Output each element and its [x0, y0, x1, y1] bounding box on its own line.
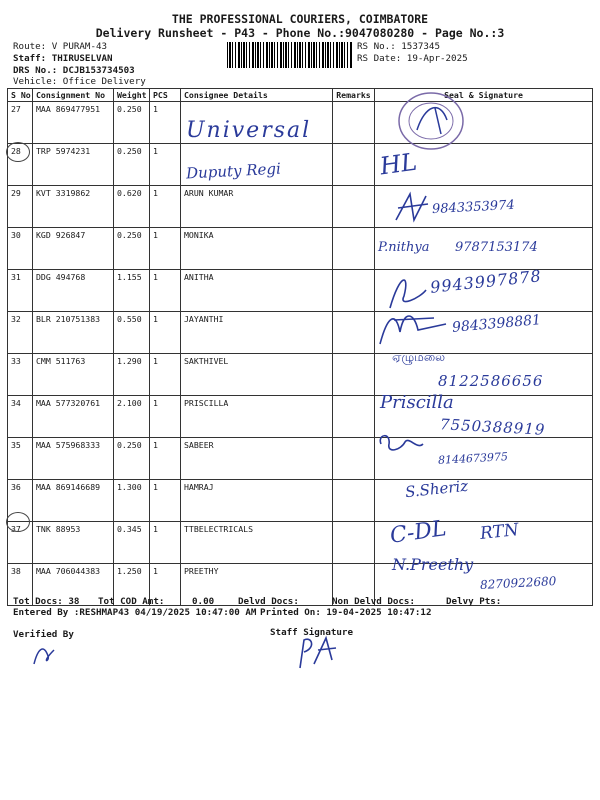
handwritten-phone: 9943997878: [429, 266, 543, 297]
row-consignment: KGD 926847: [33, 228, 114, 270]
row-remarks: [333, 186, 375, 228]
table-row: [8, 480, 593, 522]
handwritten-consignee: Universal: [186, 118, 312, 143]
row-weight: 1.290: [114, 354, 150, 396]
row-consignment: KVT 3319862: [33, 186, 114, 228]
verified-by-label: Verified By: [13, 629, 74, 640]
row-remarks: [333, 312, 375, 354]
printed-on: Printed On: 19-04-2025 10:47:12: [260, 607, 432, 618]
non-delivered-docs: Non Delvd Docs:: [332, 596, 415, 607]
row-remarks: [333, 102, 375, 144]
handwritten-phone: 9843353974: [431, 197, 516, 218]
handwritten-signature: P.nithya: [378, 240, 430, 255]
handwritten-phone: 7550388919: [439, 415, 546, 439]
row-consignee: SABEER: [181, 438, 333, 480]
sno-circle-mark: [6, 512, 30, 532]
col-consignee: Consignee Details: [181, 89, 333, 102]
row-consignment: MAA 577320761: [33, 396, 114, 438]
row-pcs: 1: [150, 144, 181, 186]
row-consignment: MAA 706044383: [33, 564, 114, 606]
row-sno: 33: [8, 354, 33, 396]
row-sno: 28: [8, 144, 33, 186]
handwritten-phone: 9843398881: [451, 312, 542, 336]
vehicle-label: Vehicle: Office Delivery: [13, 76, 146, 87]
rs-date: RS Date: 19-Apr-2025: [357, 53, 468, 64]
row-consignment: CMM 511763: [33, 354, 114, 396]
row-sno: 27: [8, 102, 33, 144]
row-pcs: 1: [150, 480, 181, 522]
row-weight: 0.345: [114, 522, 150, 564]
row-sno: 32: [8, 312, 33, 354]
row-weight: 0.250: [114, 438, 150, 480]
row-pcs: 1: [150, 270, 181, 312]
row-pcs: 1: [150, 228, 181, 270]
delivered-docs: Delvd Docs:: [238, 596, 299, 607]
row-sno: 37: [8, 522, 33, 564]
row-consignee: MONIKA: [181, 228, 333, 270]
col-sno: S No: [8, 89, 33, 102]
row-weight: 2.100: [114, 396, 150, 438]
row-weight: 0.250: [114, 144, 150, 186]
row-consignment: TNK 88953: [33, 522, 114, 564]
table-header-row: [8, 89, 593, 102]
staff-signature-label: Staff Signature: [270, 627, 353, 638]
row-consignee: PRISCILLA: [181, 396, 333, 438]
handwritten-phone: 9787153174: [455, 240, 538, 255]
row-consignment: DDG 494768: [33, 270, 114, 312]
row-weight: 1.300: [114, 480, 150, 522]
handwritten-signature: ஏழுமலை: [392, 350, 446, 364]
handwritten-phone: 8270922680: [479, 574, 557, 592]
document-title: THE PROFESSIONAL COURIERS, COIMBATORE: [171, 12, 429, 26]
row-pcs: 1: [150, 102, 181, 144]
row-pcs: 1: [150, 564, 181, 606]
row-remarks: [333, 522, 375, 564]
row-weight: 0.250: [114, 228, 150, 270]
row-consignee: ANITHA: [181, 270, 333, 312]
col-weight: Weight: [114, 89, 150, 102]
row-sno: 36: [8, 480, 33, 522]
handwritten-signature: S.Sheriz: [404, 476, 469, 502]
row-consignee: SAKTHIVEL: [181, 354, 333, 396]
row-consignment: MAA 575968333: [33, 438, 114, 480]
row-weight: 0.250: [114, 102, 150, 144]
sno-circle-mark: [6, 142, 30, 162]
row-remarks: [333, 354, 375, 396]
drs-number: DRS No.: DCJB153734503: [13, 65, 135, 76]
handwritten-phone: 8122586656: [438, 372, 544, 390]
row-consignee: JAYANTHI: [181, 312, 333, 354]
staff-label: Staff: THIRUSELVAN: [13, 53, 113, 64]
total-docs: Tot Docs: 38: [13, 596, 80, 607]
row-pcs: 1: [150, 522, 181, 564]
handwritten-remark: RTN: [479, 520, 520, 544]
row-sno: 35: [8, 438, 33, 480]
route-label: Route: V PURAM-43: [13, 41, 108, 52]
col-remarks: Remarks: [333, 89, 375, 102]
row-remarks: [333, 480, 375, 522]
row-sno: 30: [8, 228, 33, 270]
row-weight: 1.155: [114, 270, 150, 312]
row-pcs: 1: [150, 438, 181, 480]
row-remarks: [333, 438, 375, 480]
handwritten-consignee: Duputy Regi: [185, 159, 282, 183]
row-weight: 0.620: [114, 186, 150, 228]
rs-number: RS No.: 1537345: [357, 41, 440, 52]
row-remarks: [333, 270, 375, 312]
row-consignment: BLR 210751383: [33, 312, 114, 354]
staff-signature: [290, 630, 340, 672]
row-pcs: 1: [150, 312, 181, 354]
total-cod-label: Tot COD Amt:: [98, 596, 165, 607]
row-consignee: PREETHY: [181, 564, 333, 606]
row-consignee: HAMRAJ: [181, 480, 333, 522]
handwritten-signature-scribble: [392, 190, 432, 226]
row-consignee: TTBELECTRICALS: [181, 522, 333, 564]
handwritten-signature-scribble: [375, 430, 425, 456]
row-weight: 1.250: [114, 564, 150, 606]
barcode: [227, 42, 352, 68]
row-sno: 38: [8, 564, 33, 606]
row-consignment: TRP 5974231: [33, 144, 114, 186]
col-pcs: PCS: [150, 89, 181, 102]
row-weight: 0.550: [114, 312, 150, 354]
table-row: [8, 144, 593, 186]
handwritten-remark: C-DL: [388, 516, 448, 549]
col-signature: Seal & Signature: [375, 89, 593, 102]
row-consignment: MAA 869146689: [33, 480, 114, 522]
row-sno: 31: [8, 270, 33, 312]
col-consignment: Consignment No: [33, 89, 114, 102]
handwritten-signature: Priscilla: [380, 392, 454, 413]
handwritten-signature: N.Preethy: [392, 555, 474, 574]
row-remarks: [333, 144, 375, 186]
delivery-points: Delvy Pts:: [446, 596, 502, 607]
handwritten-signature-scribble: [374, 306, 454, 350]
row-sno: 34: [8, 396, 33, 438]
handwritten-signature: HL: [378, 147, 419, 181]
row-pcs: 1: [150, 396, 181, 438]
handwritten-phone: 8144673975: [437, 450, 509, 467]
row-consignee: ARUN KUMAR: [181, 186, 333, 228]
total-cod-value: 0.00: [192, 596, 215, 607]
document-subtitle: Delivery Runsheet - P43 - Phone No.:9047080280 - Page No.:3: [95, 26, 505, 40]
verifier-signature: [28, 640, 60, 668]
row-remarks: [333, 396, 375, 438]
company-seal-stamp: [395, 90, 467, 152]
row-pcs: 1: [150, 354, 181, 396]
row-sno: 29: [8, 186, 33, 228]
entered-by: Entered By :RESHMAP43 04/19/2025 10:47:00 AM: [13, 607, 257, 618]
row-pcs: 1: [150, 186, 181, 228]
row-remarks: [333, 228, 375, 270]
row-consignment: MAA 869477951: [33, 102, 114, 144]
